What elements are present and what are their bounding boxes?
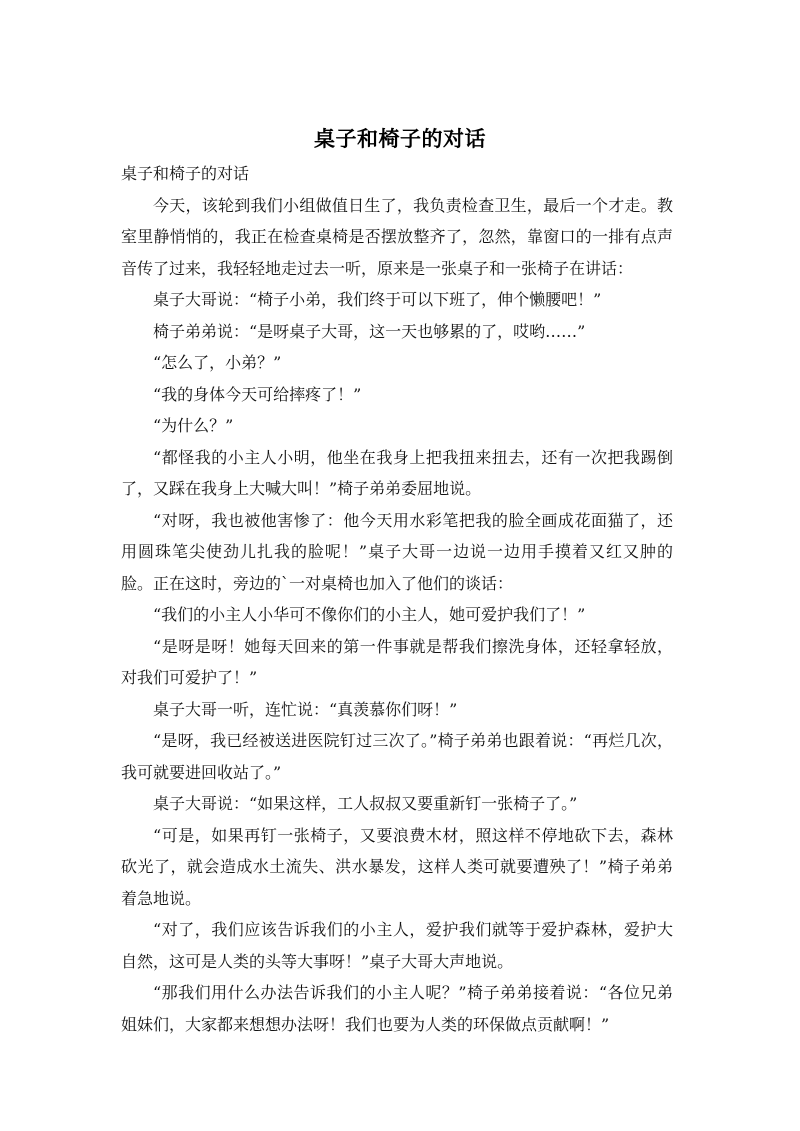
paragraph: 今天，该轮到我们小组做值日生了，我负责检查卫生，最后一个才走。教室里静悄悄的，我正在检查桌椅是否摆放整齐了，忽然，靠窗口的一排有点声音传了过来，我轻轻地走过去一听，原来是一张桌子和一张椅子在讲话： [121,195,673,278]
paragraph: 桌子大哥说：“如果这样，工人叔叔又要重新钉一张椅子了。” [153,794,578,813]
document-subtitle: 桌子和椅子的对话 [121,164,250,183]
paragraph: “为什么？” [153,416,234,435]
paragraph: 椅子弟弟说：“是呀桌子大哥，这一天也够累的了，哎哟……” [153,321,586,341]
paragraph: “我的身体今天可给摔疼了！” [153,384,362,404]
paragraph: “对了，我们应该告诉我们的小主人，爱护我们就等于爱护森林，爱护大自然，这可是人类的头等大事呀！”桌子大哥大声地说。 [121,920,673,971]
paragraph: 桌子大哥说：“椅子小弟，我们终于可以下班了，伸个懒腰吧！” [153,290,602,309]
paragraph: “那我们用什么办法告诉我们的小主人呢？”椅子弟弟接着说：“各位兄弟姐妹们，大家都来想想办法呀！我们也要为人类的环保做点贡献啊！” [121,983,673,1034]
paragraph: “可是，如果再钉一张椅子，又要浪费木材，照这样不停地砍下去，森林砍光了，就会造成水土流失、洪水暴发，这样人类可就要遭殃了！”椅子弟弟着急地说。 [121,825,673,908]
paragraph: “是呀是呀！她每天回来的第一件事就是帮我们擦洗身体，还轻拿轻放，对我们可爱护了！” [121,636,673,687]
paragraph: “都怪我的小主人小明，他坐在我身上把我扭来扭去，还有一次把我踢倒了，又踩在我身上大喊大叫！”椅子弟弟委屈地说。 [121,447,673,498]
paragraph: 桌子大哥一听，连忙说：“真羡慕你们呀！” [153,699,458,719]
paragraph: “对呀，我也被他害惨了：他今天用水彩笔把我的脸全画成花面猫了，还用圆珠笔尖使劲儿扎我的脸呢！”桌子大哥一边说一边用手摸着又红又肿的脸。正在这时，旁边的`一对桌椅也加入了他们的谈话： [121,510,673,593]
paragraph: “我们的小主人小华可不像你们的小主人，她可爱护我们了！” [153,605,586,624]
document-title: 桌子和椅子的对话 [314,127,486,151]
paragraph: “是呀，我已经被送进医院钉过三次了。”椅子弟弟也跟着说：“再烂几次，我可就要进回收站了。” [121,731,673,782]
paragraph: “怎么了，小弟？” [153,353,282,372]
document-body [121,158,673,1040]
